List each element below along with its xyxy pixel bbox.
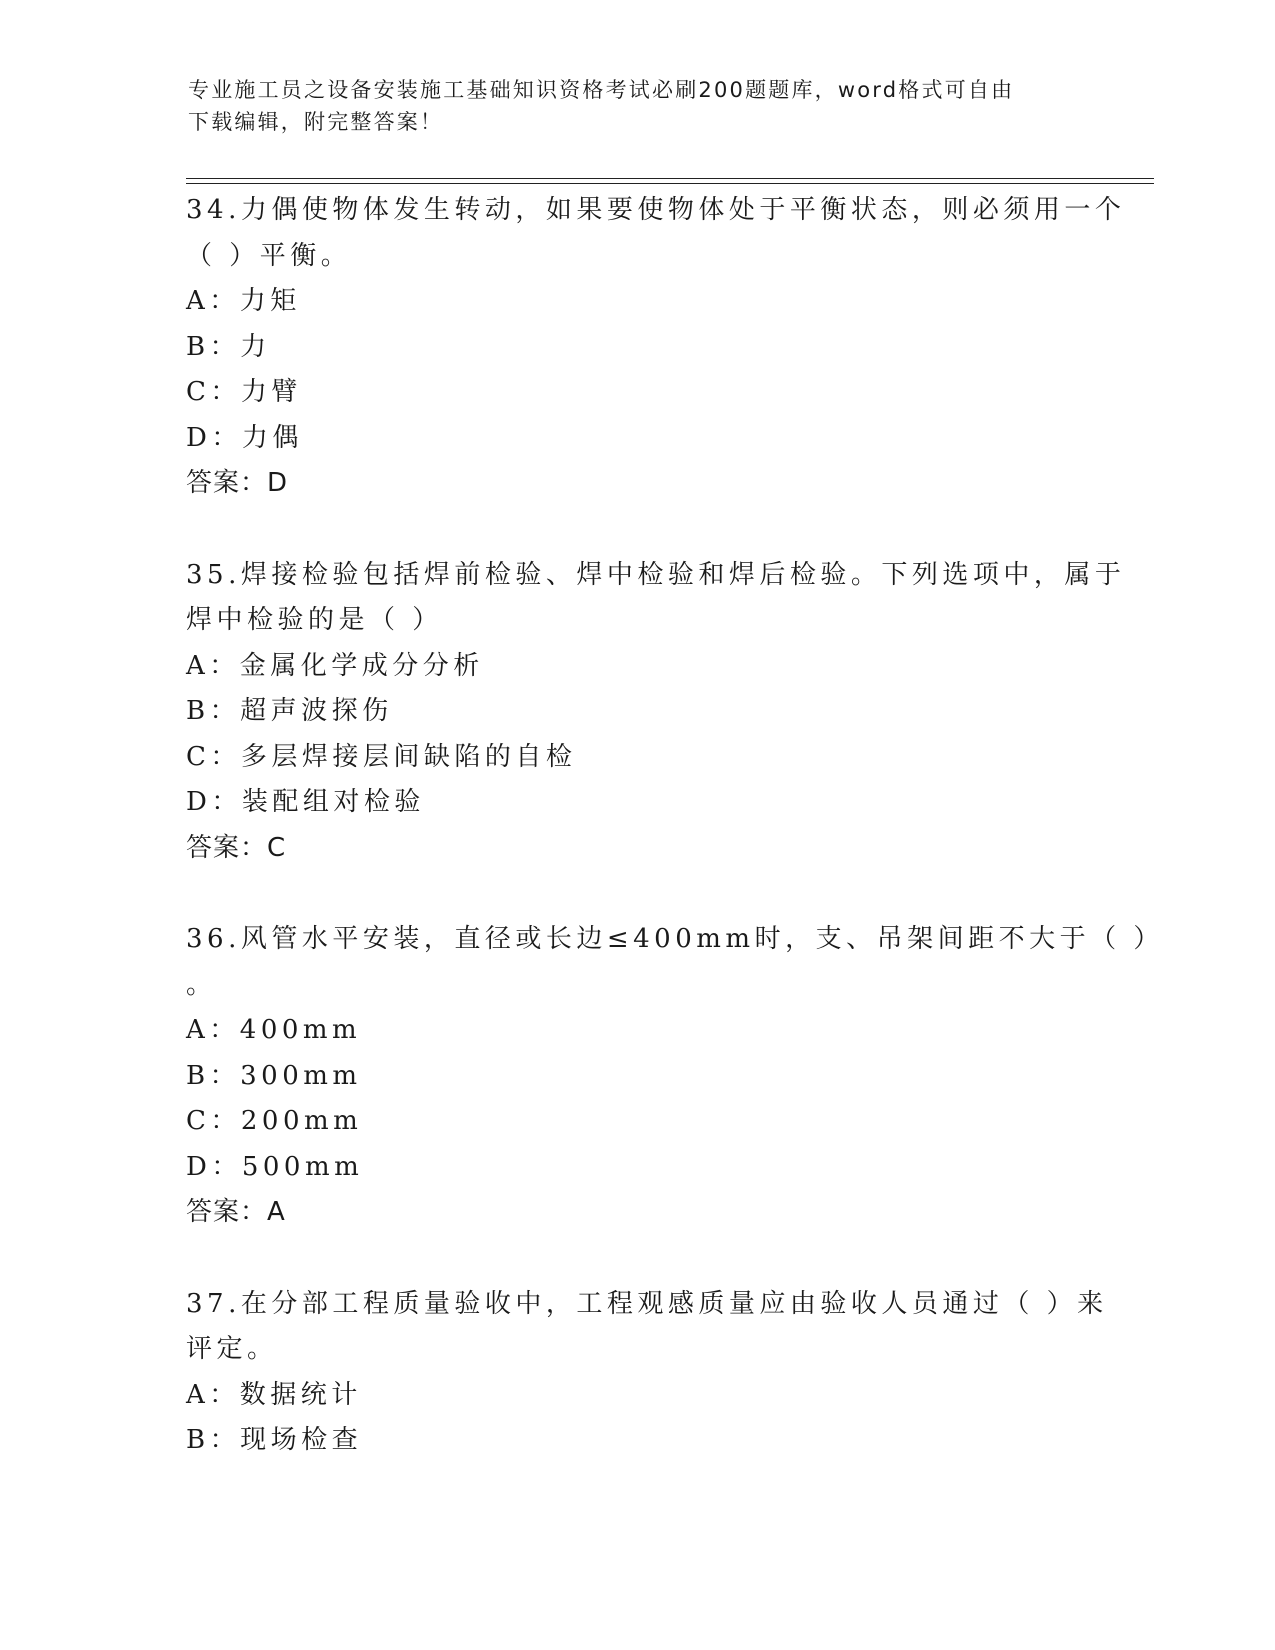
question-35: [186, 553, 1126, 872]
question-34: [186, 188, 1126, 507]
option-d: D：装配组对检验: [186, 787, 425, 817]
option-a: A：力矩: [186, 286, 301, 316]
question-stem-line-2: 焊中检验的是（ ）: [186, 605, 443, 635]
option-a: A：金属化学成分分析: [186, 650, 484, 681]
option-b: B：300mm: [186, 1060, 362, 1091]
option-b: B：力: [186, 331, 271, 362]
header-rule-top: [186, 178, 1154, 179]
answer: 答案：D: [186, 468, 289, 498]
question-37: [186, 1282, 1108, 1464]
option-a: A：数据统计: [186, 1379, 362, 1410]
answer: 答案：A: [186, 1197, 286, 1227]
option-b: B：现场检查: [186, 1425, 363, 1455]
header-line-2: 下载编辑，附完整答案！: [188, 110, 444, 134]
option-c: C：200mm: [186, 1106, 363, 1136]
question-stem-line-2: 。: [186, 969, 217, 1000]
question-stem-line-1: 37.在分部工程质量验收中，工程观感质量应由验收人员通过（ ）来: [186, 1288, 1108, 1319]
question-stem-line-2: （ ）平衡。: [186, 240, 352, 271]
option-d: D：力偶: [186, 422, 303, 453]
question-stem-line-1: 35.焊接检验包括焊前检验、焊中检验和焊后检验。下列选项中，属于: [186, 559, 1126, 590]
option-c: C：力臂: [186, 377, 302, 407]
answer: 答案：C: [186, 832, 287, 863]
question-36: [186, 917, 1164, 1236]
question-stem-line-1: 36.风管水平安装，直径或长边≤400mm时，支、吊架间距不大于（ ）: [186, 924, 1164, 954]
question-list: [186, 188, 1164, 1510]
option-b: B：超声波探伤: [186, 696, 393, 726]
option-a: A：400mm: [186, 1015, 362, 1045]
question-stem-line-2: 评定。: [186, 1334, 278, 1364]
option-d: D：500mm: [186, 1151, 364, 1182]
header-rule-bottom: [186, 183, 1154, 184]
document-header: [188, 74, 1068, 138]
question-stem-line-1: 34.力偶使物体发生转动，如果要使物体处于平衡状态，则必须用一个: [186, 195, 1126, 225]
header-line-1: 专业施工员之设备安装施工基础知识资格考试必刷200题题库，word格式可自由: [188, 78, 1015, 102]
option-c: C：多层焊接层间缺陷的自检: [186, 741, 577, 772]
